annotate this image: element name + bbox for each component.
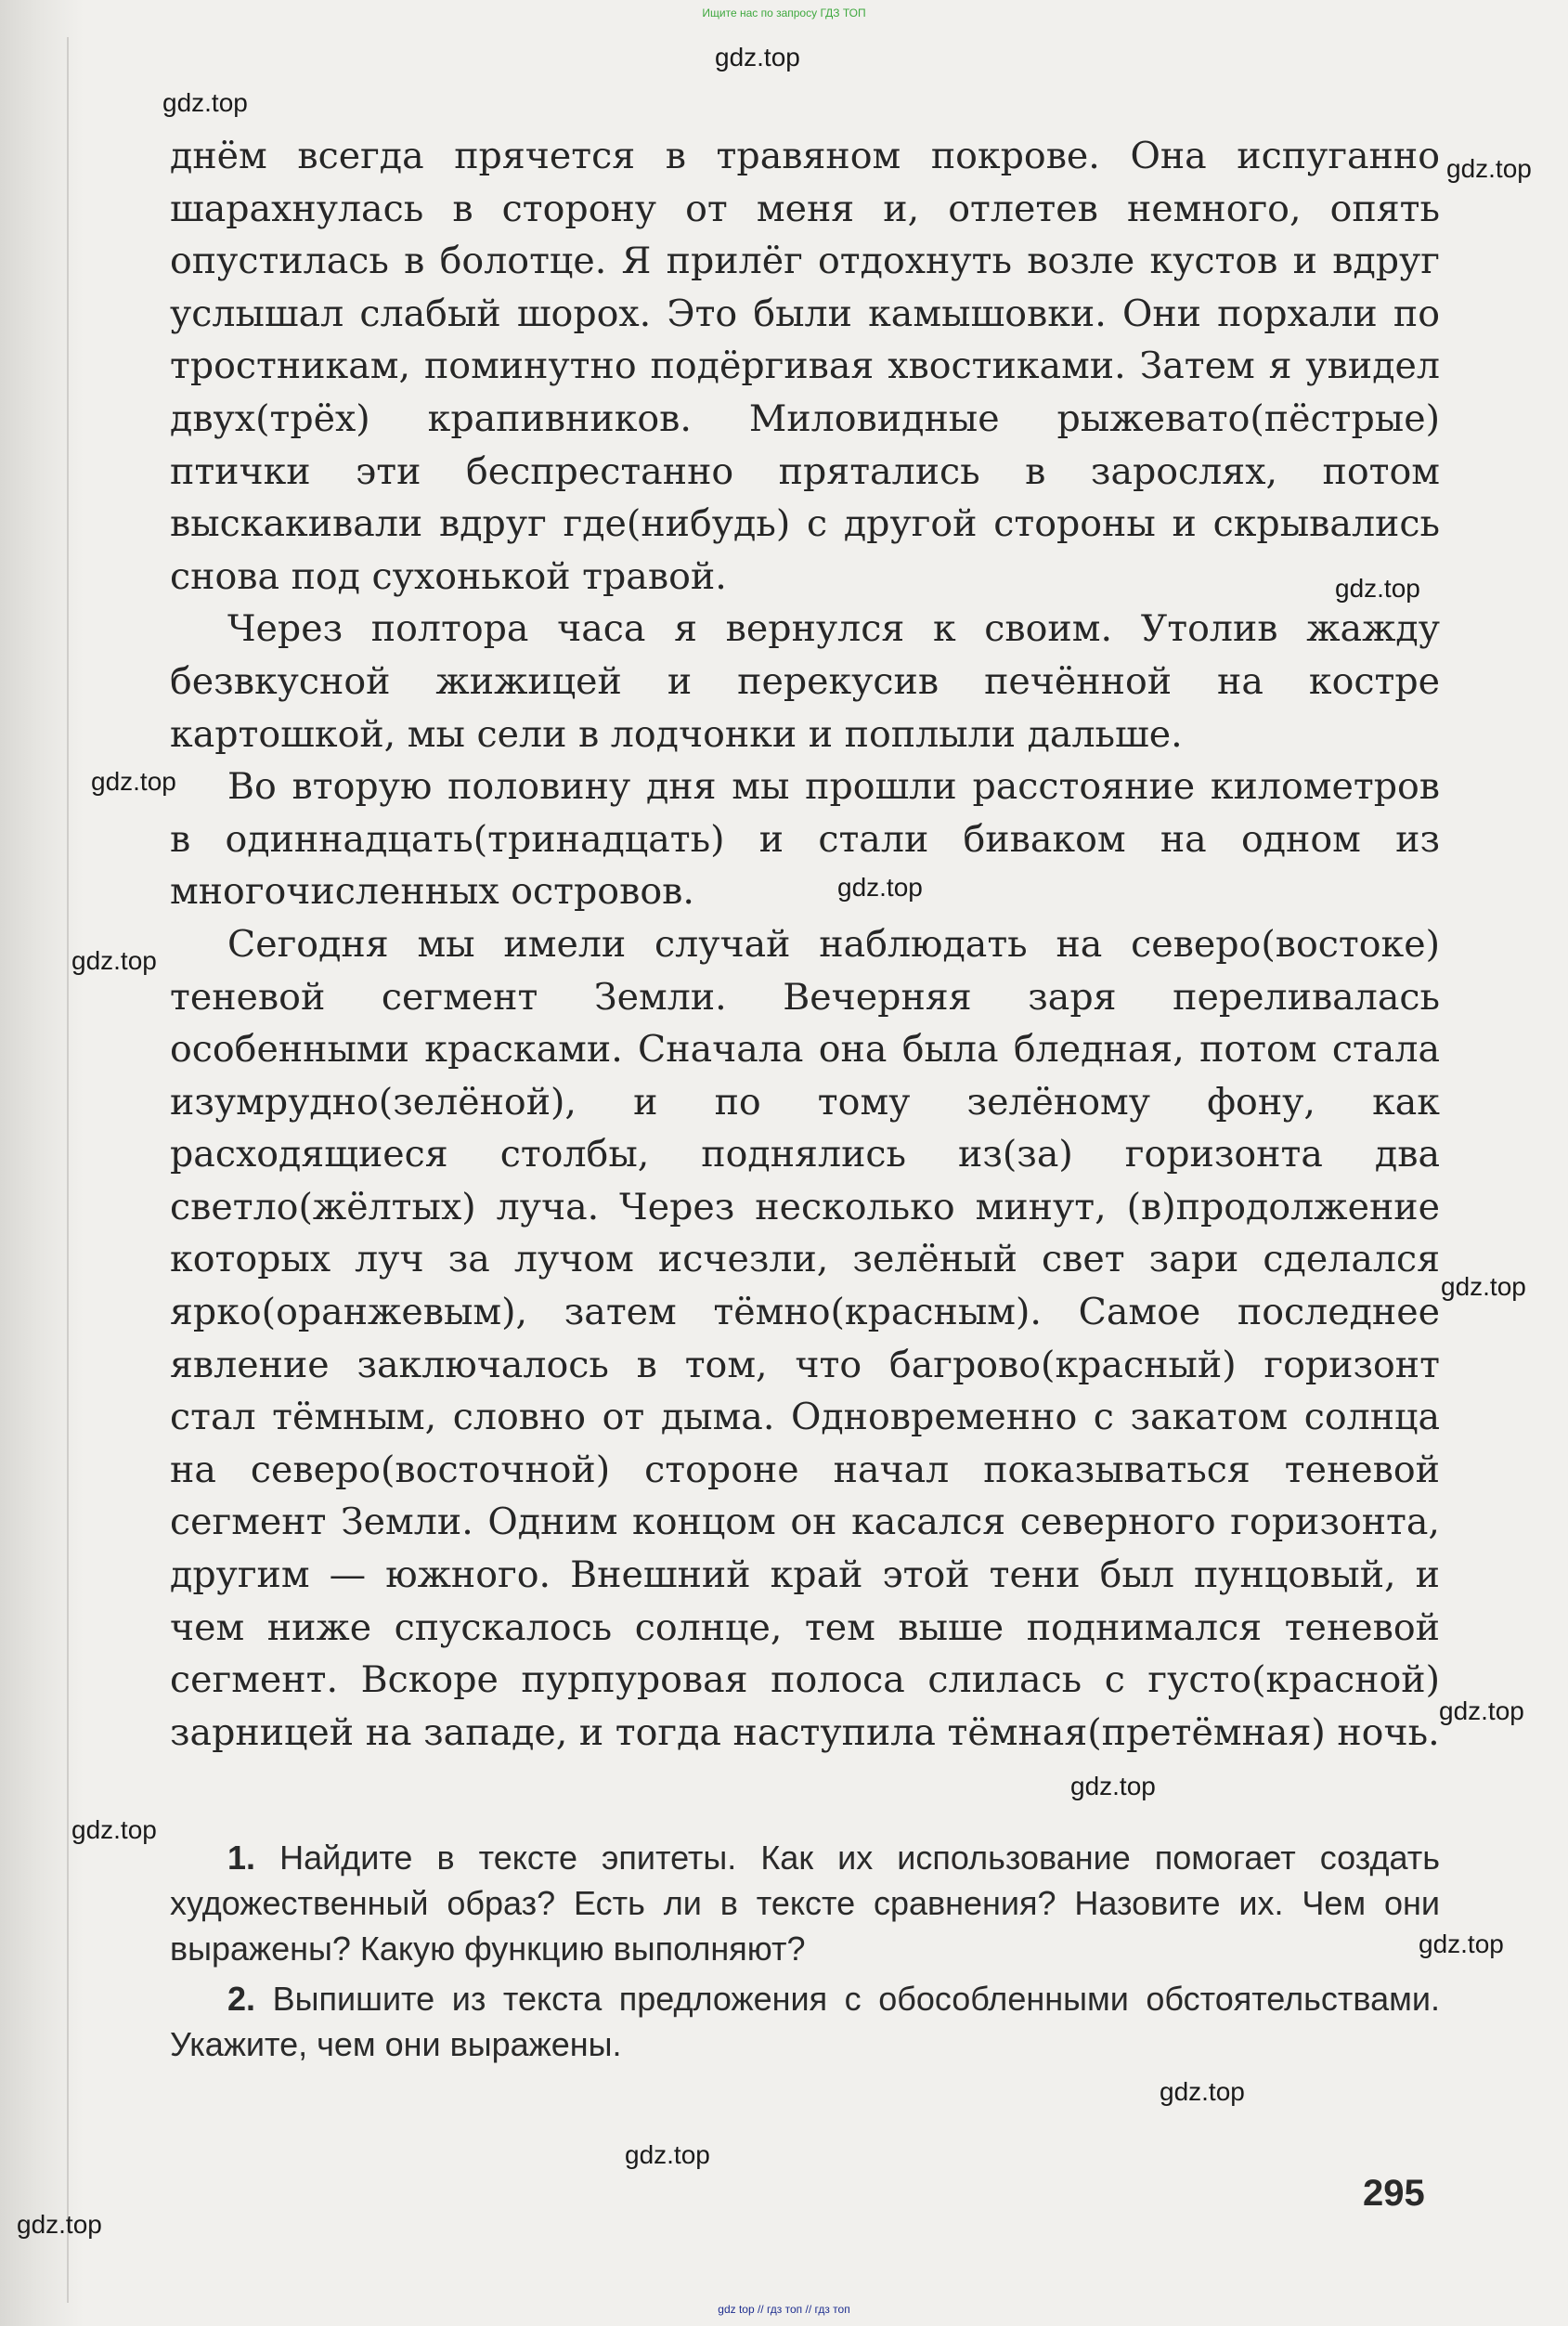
exercise-tasks [170,1835,1440,2072]
task-text: Выпишите из текста предложения с обособленными обстоятельствами. Укажите, чем они выражены. [170,1980,1440,2063]
page-edge [67,37,69,2303]
watermark: gdz.top [1446,154,1532,183]
watermark: gdz.top [71,946,157,975]
watermark: gdz.top [91,767,176,796]
task-item [170,1976,1440,2067]
watermark: gdz.top [1419,1930,1504,1958]
watermark: gdz.top [837,873,923,902]
paragraph: Сегодня мы имели случай наблюдать на северо(востоке) теневой сегмент Земли. Вечерняя заря переливалась особенными красками. Сначала она была бледная, потом стала изумрудно(зелёной), и по тому зелёному фону, как расходящиеся столбы, поднялись из(за) горизонта два светло(жёлтых) луча. Через несколько минут, (в)продолжение которых луч за лучом исчезли, зелёный свет зари сделался ярко(оранжевым), затем тёмно(красным). Самое последнее явление заключалось в том, что багрово(красный) горизонт стал тёмным, словно от дыма. Одновременно с закатом солнца на северо(восточной) стороне начал показываться теневой сегмент Земли. Одним концом он касался северного горизонта, другим — южного. Внешний край этой тени был пунцовый, и чем ниже спускалось солнце, тем выше поднимался теневой сегмент. Вскоре пурпуровая полоса слилась с густо(красной) зарницей на западе, и тогда наступила тёмная(претёмная) ночь. [170,922,1440,1754]
watermark: gdz.top [715,43,800,71]
watermark: gdz.top [71,1815,157,1844]
bottom-banner: gdz top // гдз топ // гдз топ [718,2303,850,2316]
watermark: gdz.top [625,2140,710,2169]
paragraph: днём всегда прячется в травяном покрове. Она испуганно шарахнулась в сторону от меня и, отлетев немного, опять опустилась в болотце. Я прилёг отдохнуть возле кустов и вдруг услышал слабый шорох. Это были камышовки. Они порхали по тростникам, поминутно подёргивая хвостиками. Затем я увидел двух(трёх) крапивников. Миловидные рыжевато(пёстрые) птички эти беспрестанно прятались в зарослях, потом выскакивали вдруг где(нибудь) с другой стороны и скрывались снова под сухонькой травой. [170,135,1440,598]
watermark: gdz.top [162,88,248,117]
paragraph: Через полтора часа я вернулся к своим. Утолив жажду безвкусной жижицей и перекусив печённой на костре картошкой, мы сели в лодчонки и поплыли дальше. [170,607,1440,756]
task-item [170,1835,1440,1971]
watermark: gdz.top [1160,2077,1245,2106]
task-number: 1. [227,1839,256,1877]
watermark: gdz.top [1441,1272,1526,1301]
top-banner: Ищите нас по запросу ГДЗ ТОП [702,6,866,19]
paragraph: Во вторую половину дня мы прошли расстояние километров в одиннадцать(тринадцать) и стали биваком на одном из многочисленных островов. [170,765,1440,914]
page-number: 295 [1363,2173,1425,2214]
page-binding-shadow [0,0,84,2326]
main-text [170,130,1440,1759]
watermark: gdz.top [17,2210,102,2239]
task-number: 2. [227,1980,256,2018]
watermark: gdz.top [1070,1772,1156,1800]
task-text: Найдите в тексте эпитеты. Как их использование помогает создать художественный образ? Есть ли в тексте сравнения? Назовите их. Чем они выражены? Какую функцию выполняют? [170,1839,1440,1968]
watermark: gdz.top [1335,574,1420,603]
watermark: gdz.top [1439,1696,1524,1725]
